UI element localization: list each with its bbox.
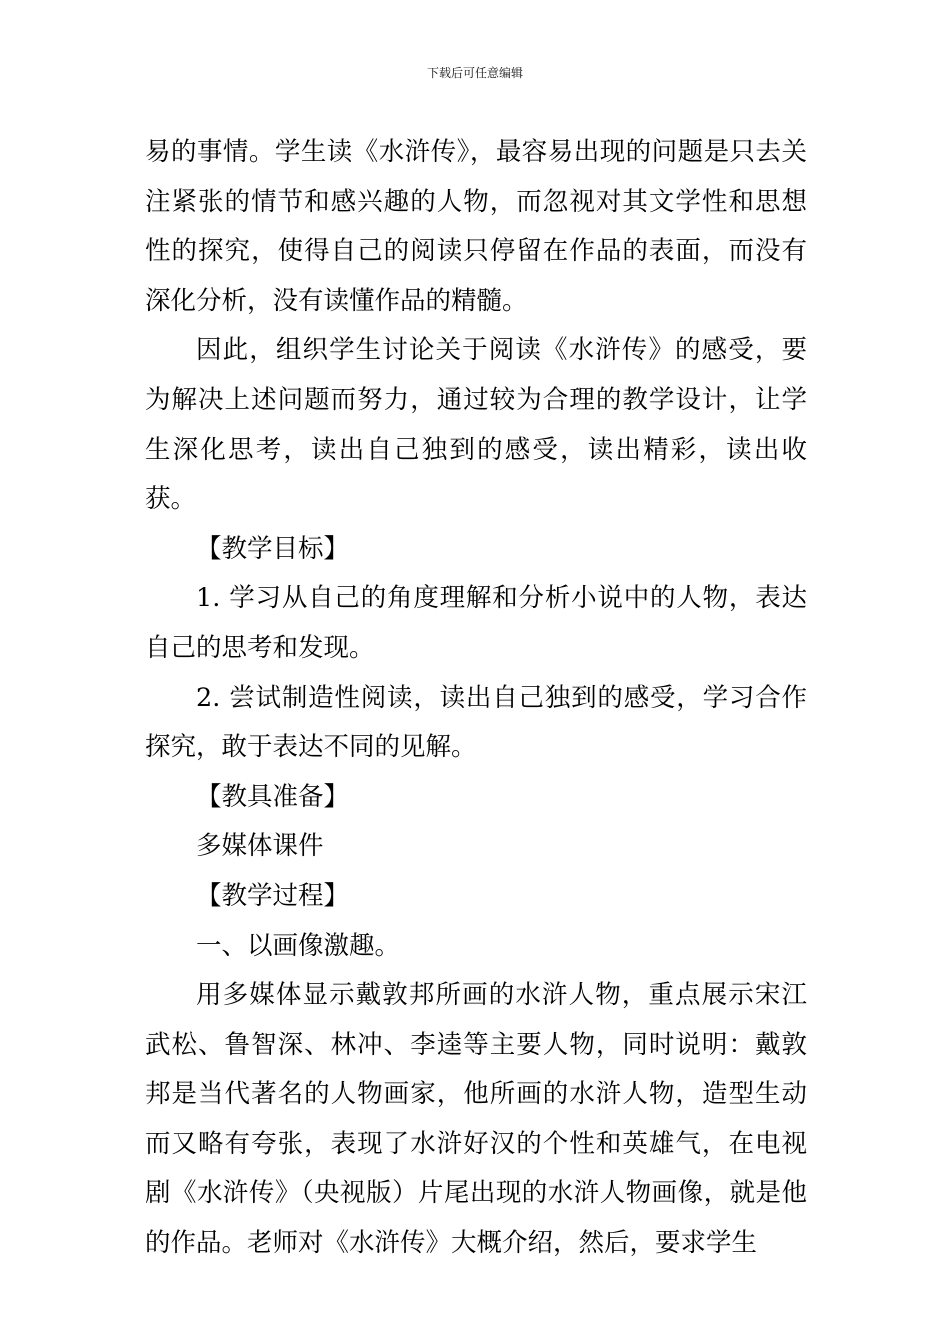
teaching-aids-text: 多媒体课件 bbox=[196, 831, 324, 862]
page-header: 下载后可任意编辑 bbox=[426, 66, 523, 80]
process-step-1-detail: 用多媒体显示戴敦邦所画的水浒人物，重点展示宋江武松、鲁智深、林冲、李逵等主要人物，同时说明：戴敦邦是当代著名的人物画家，他所画的水浒人物，造型生动而又略有夸张，表现了水浒好汉的个性和英雄气，在电视剧《水浒传》（央视版）片尾出现的水浒人物画像，就是他的作品。老师对《水浒传》大概介绍，然后，要求学生 bbox=[145, 980, 807, 1259]
goal-item-1: 1. 学习从自己的角度理解和分析小说中的人物，表达自己的思考和发现。 bbox=[145, 583, 807, 663]
goal-item-2: 2. 尝试制造性阅读，读出自己独到的感受，学习合作探究，敢于表达不同的见解。 bbox=[145, 682, 807, 763]
heading-teaching-aids: 【教具准备】 bbox=[196, 781, 350, 812]
heading-teaching-process: 【教学过程】 bbox=[196, 880, 350, 911]
document-body bbox=[145, 128, 807, 1269]
process-step-1: 一、以画像激趣。 bbox=[196, 930, 401, 961]
heading-teaching-goals: 【教学目标】 bbox=[196, 533, 350, 564]
paragraph-therefore: 因此，组织学生讨论关于阅读《水浒传》的感受，要为解决上述问题而努力，通过较为合理的教学设计，让学生深化思考，读出自己独到的感受，读出精彩，读出收获。 bbox=[145, 335, 807, 515]
paragraph-continuation: 易的事情。学生读《水浒传》，最容易出现的问题是只去关注紧张的情节和感兴趣的人物，而忽视对其文学性和思想性的探究，使得自己的阅读只停留在作品的表面，而没有深化分析，没有读懂作品的精髓。 bbox=[145, 137, 807, 316]
